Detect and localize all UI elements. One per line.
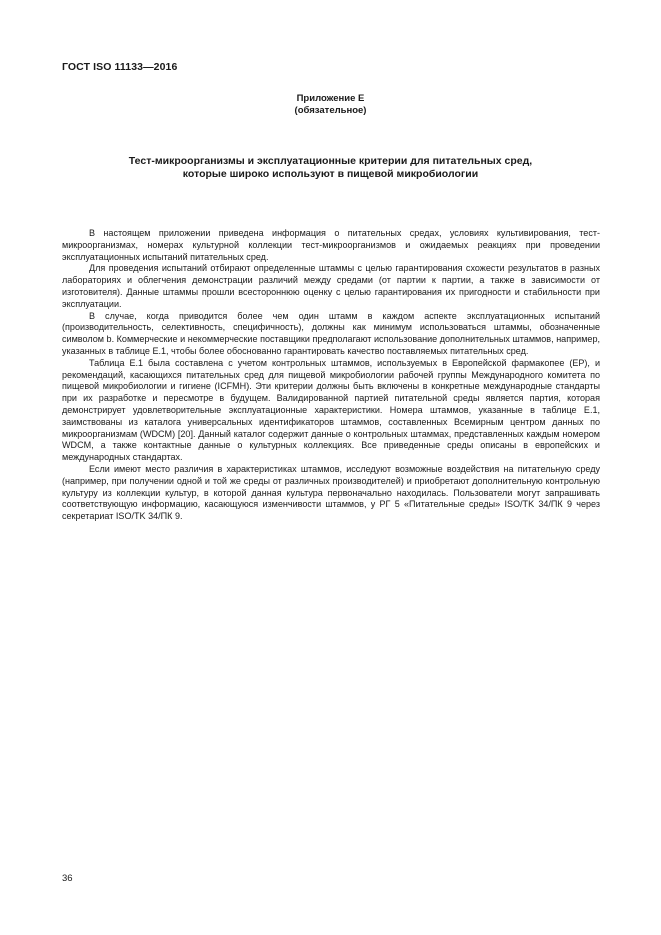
paragraph: В случае, когда приводится более чем один штамм в каждом аспекте эксплуатационных испытаний (производительность, селективность, специфичность), должны как минимум использоваться штаммы, обозначенные символом b. Коммерческие и некоммерческие поставщики предполагают использование дополнительных штаммов, например, указанных в таблице Е.1, чтобы более обоснованно гарантировать качество поставляемых питательных сред. — [62, 310, 600, 356]
section-title-line-1: Тест-микроорганизмы и эксплуатационные критерии для питательных сред, — [128, 155, 533, 167]
appendix-status: (обязательное) — [294, 105, 367, 116]
paragraph: В настоящем приложении приведена информация о питательных средах, условиях культивирования, тест-микроорганизмах, номерах культурной коллекции тест-микроорганизмов и ожидаемых реакциях при проведении эксплуатационных испытаний питательных сред. — [62, 228, 600, 262]
appendix-title: Приложение Е — [296, 93, 365, 104]
paragraph: Для проведения испытаний отбирают определенные штаммы с целью гарантирования схожести результатов в разных лабораториях и облегчения демонстрации различий между средами (от партии к партии, а также в зависимости от изготовителя). Данные штаммы прошли всестороннюю оценку с целью гарантирования их пригодности и стабильности при эксплуатации. — [62, 263, 600, 309]
paragraph: Таблица Е.1 была составлена с учетом контрольных штаммов, используемых в Европейской фармакопее (ЕР), и рекомендаций, касающихся питательных сред для пищевой микробиологии рабочей группы Международного комитета по пищевой микробиологии и гигиене (ICFMH). Эти критерии должны быть включены в конкретные международные стандарты при их разработке и пересмотре в будущем. Валидированной партией питательной среды является партия, которая демонстрирует удовлетворительные эксплуатационные характеристики. Номера штаммов, указанные в таблице Е.1, заимствованы из каталога универсальных идентификаторов штаммов, составленных Всемирным центром данных по микроорганизмам (WDCM) [20]. Данный каталог содержит данные о контрольных штаммах, представленных каждым номером WDCM, а также контактные данные о культурных коллекциях. Все приведенные среды описаны в европейских и международных стандартах. — [62, 357, 600, 463]
body-text — [62, 228, 600, 523]
standard-header: ГОСТ ISO 11133—2016 — [62, 61, 178, 73]
section-title-line-2: которые широко используют в пищевой микробиологии — [182, 168, 479, 180]
appendix-heading — [0, 93, 661, 117]
section-title — [62, 155, 599, 181]
page-number: 36 — [62, 873, 73, 884]
paragraph: Если имеют место различия в характеристиках штаммов, исследуют возможные воздействия на питательную среду (например, при получении одной и той же среды от различных производителей) и приобретают дополнительную контрольную культуру из коллекции культур, в которой данная культура первоначально находилась. Пользователи могут запрашивать соответствующую информацию, касающуюся изменчивости штаммов, у РГ 5 «Питательные среды» ISO/TK 34/ПК 9 через секретариат ISO/TK 34/ПК 9. — [62, 463, 600, 522]
